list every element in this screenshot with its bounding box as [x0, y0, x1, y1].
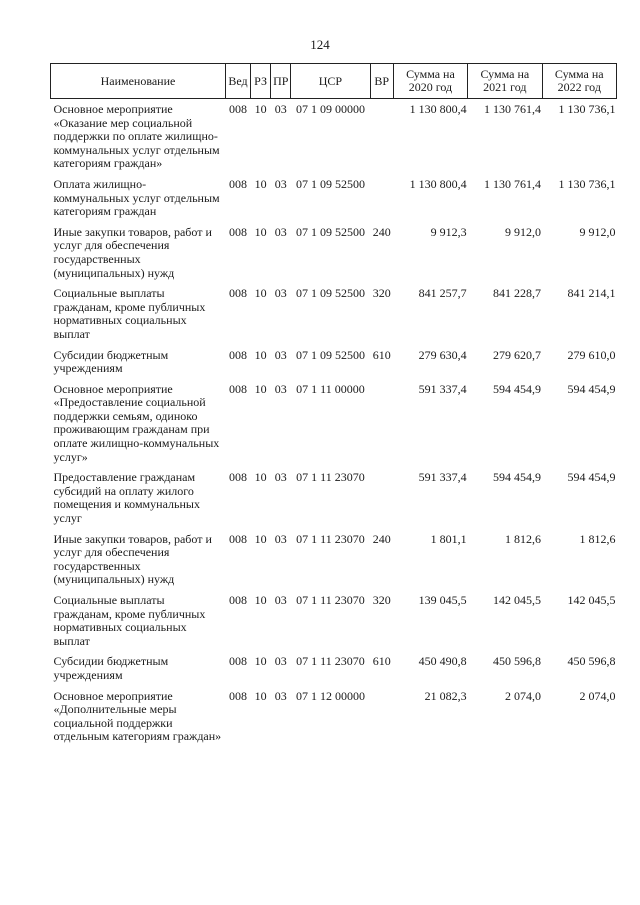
cell-ved: 008	[228, 102, 247, 116]
cell-ved: 008	[228, 176, 247, 191]
cell-rz: 10	[254, 102, 267, 116]
cell-ved: 008	[228, 688, 247, 703]
cell-sum-2022: 9 912,0	[579, 224, 616, 239]
cell-sum-2021: 2 074,0	[505, 688, 542, 703]
table-row	[51, 471, 617, 532]
cell-vr: 240	[372, 224, 391, 239]
cell-vr	[370, 471, 393, 532]
cell-pr: 03	[274, 593, 287, 607]
cell-sum-2021: 594 454,9	[493, 470, 542, 485]
cell-rz: 10	[254, 224, 267, 239]
cell-sum-2020: 1 130 800,4	[409, 102, 467, 116]
cell-vr	[370, 690, 393, 751]
cell-sum-2020: 1 801,1	[430, 531, 467, 546]
cell-sum-2022: 594 454,9	[567, 470, 616, 485]
cell-sum-2020: 841 257,7	[418, 286, 467, 301]
cell-sum-2021: 1 812,6	[505, 531, 542, 546]
cell-pr: 03	[274, 531, 287, 546]
cell-sum-2022: 1 812,6	[579, 531, 616, 546]
cell-sum-2021: 1 130 761,4	[484, 102, 542, 116]
header-ved: Вед	[225, 64, 250, 99]
header-name: Наименование	[51, 64, 226, 99]
cell-rz: 10	[254, 688, 267, 703]
cell-ved: 008	[228, 470, 247, 485]
cell-vr: 320	[372, 286, 391, 301]
cell-name: Основное мероприятие «Дополнительные меры социальной поддержки отдельным категориям граждан»	[53, 688, 222, 744]
table-row	[51, 287, 617, 348]
cell-sum-2020: 450 490,8	[418, 654, 467, 669]
cell-csr: 07 1 11 23070	[296, 531, 365, 546]
cell-sum-2020: 591 337,4	[418, 470, 467, 485]
cell-vr	[370, 383, 393, 472]
cell-csr: 07 1 09 52500	[295, 224, 365, 239]
cell-name: Социальные выплаты гражданам, кроме публичных нормативных социальных выплат	[53, 593, 206, 648]
cell-sum-2022: 594 454,9	[567, 381, 616, 396]
table-row	[51, 655, 617, 689]
cell-pr: 03	[274, 381, 287, 396]
cell-name: Субсидии бюджетным учреждениям	[53, 654, 169, 682]
table-row	[51, 594, 617, 655]
cell-sum-2021: 594 454,9	[493, 381, 542, 396]
cell-rz: 10	[254, 347, 267, 362]
header-sum-2022: Сумма на 2022 год	[542, 64, 616, 99]
header-sum-2021: Сумма на 2021 год	[468, 64, 542, 99]
cell-pr: 03	[274, 347, 287, 362]
cell-rz: 10	[254, 470, 267, 485]
cell-pr: 03	[274, 654, 287, 669]
table-header-row	[51, 64, 617, 99]
cell-rz: 10	[254, 176, 267, 191]
cell-pr: 03	[274, 176, 287, 191]
cell-vr	[370, 178, 393, 226]
cell-sum-2021: 9 912,0	[505, 224, 542, 239]
cell-name: Предоставление гражданам субсидий на оплату жилого помещения и коммунальных услуг	[53, 470, 200, 526]
cell-name: Субсидии бюджетным учреждениям	[53, 347, 169, 376]
cell-ved: 008	[228, 531, 247, 546]
cell-sum-2021: 142 045,5	[493, 593, 542, 607]
cell-name: Социальные выплаты гражданам, кроме публичных нормативных социальных выплат	[53, 286, 206, 341]
cell-sum-2020: 1 130 800,4	[409, 176, 467, 191]
cell-pr: 03	[274, 224, 287, 239]
cell-pr: 03	[274, 286, 287, 301]
cell-sum-2022: 1 130 736,1	[558, 102, 616, 116]
table-row	[51, 533, 617, 594]
cell-sum-2020: 279 630,4	[418, 347, 467, 362]
cell-sum-2022: 2 074,0	[579, 688, 616, 703]
cell-ved: 008	[228, 224, 247, 239]
header-sum-2020: Сумма на 2020 год	[393, 64, 467, 99]
budget-table	[50, 63, 617, 751]
cell-vr: 610	[372, 347, 391, 362]
cell-name: Основное мероприятие «Оказание мер социальной поддержки по оплате жилищно-коммунальных услуг отдельным категориям граждан»	[53, 102, 220, 171]
header-csr: ЦСР	[291, 64, 370, 99]
cell-csr: 07 1 11 23070	[296, 593, 365, 607]
header-rz: РЗ	[251, 64, 271, 99]
cell-pr: 03	[274, 470, 287, 485]
header-pr: ПР	[271, 64, 291, 99]
cell-ved: 008	[228, 654, 247, 669]
cell-rz: 10	[254, 531, 267, 546]
table-body	[51, 99, 617, 751]
cell-sum-2021: 279 620,7	[493, 347, 542, 362]
table-row	[51, 99, 617, 178]
cell-pr: 03	[274, 102, 287, 116]
cell-name: Оплата жилищно-коммунальных услуг отдельным категориям граждан	[53, 176, 220, 219]
cell-sum-2020: 139 045,5	[418, 593, 467, 607]
cell-sum-2022: 279 610,0	[567, 347, 616, 362]
cell-name: Иные закупки товаров, работ и услуг для обеспечения государственных (муниципальных) нужд	[53, 531, 212, 587]
cell-sum-2020: 9 912,3	[430, 224, 467, 239]
cell-vr: 320	[372, 593, 391, 607]
cell-sum-2022: 841 214,1	[567, 286, 616, 301]
cell-csr: 07 1 11 23070	[296, 470, 365, 485]
cell-pr: 03	[274, 688, 287, 703]
header-vr: ВР	[370, 64, 393, 99]
cell-vr: 610	[372, 654, 391, 669]
cell-ved: 008	[228, 347, 247, 362]
table-row	[51, 383, 617, 472]
cell-csr: 07 1 12 00000	[295, 688, 365, 703]
cell-ved: 008	[228, 286, 247, 301]
table-row	[51, 349, 617, 383]
cell-csr: 07 1 09 00000	[295, 102, 365, 116]
cell-vr	[370, 99, 393, 178]
cell-sum-2021: 841 228,7	[493, 286, 542, 301]
cell-csr: 07 1 09 52500	[295, 347, 365, 362]
cell-name: Основное мероприятие «Предоставление социальной поддержки семьям, одиноко проживающим гражданам при оплате жилищно-коммунальных услуг»	[53, 381, 220, 464]
table-row	[51, 690, 617, 751]
cell-ved: 008	[228, 381, 247, 396]
cell-rz: 10	[254, 654, 267, 669]
cell-sum-2020: 591 337,4	[418, 381, 467, 396]
table-row	[51, 226, 617, 287]
cell-sum-2020: 21 082,3	[424, 688, 467, 703]
page-number: 124	[310, 37, 330, 52]
cell-rz: 10	[254, 381, 267, 396]
cell-sum-2021: 1 130 761,4	[484, 176, 542, 191]
cell-rz: 10	[254, 593, 267, 607]
cell-sum-2021: 450 596,8	[493, 654, 542, 669]
cell-csr: 07 1 11 00000	[296, 381, 365, 396]
cell-name: Иные закупки товаров, работ и услуг для обеспечения государственных (муниципальных) нужд	[53, 224, 212, 280]
cell-ved: 008	[228, 593, 247, 607]
cell-csr: 07 1 11 23070	[296, 654, 365, 669]
cell-csr: 07 1 09 52500	[295, 176, 365, 191]
cell-sum-2022: 450 596,8	[567, 654, 616, 669]
table-row	[51, 178, 617, 226]
cell-vr: 240	[372, 531, 391, 546]
cell-rz: 10	[254, 286, 267, 301]
cell-csr: 07 1 09 52500	[295, 286, 365, 301]
cell-sum-2022: 1 130 736,1	[558, 176, 616, 191]
cell-sum-2022: 142 045,5	[567, 593, 616, 607]
